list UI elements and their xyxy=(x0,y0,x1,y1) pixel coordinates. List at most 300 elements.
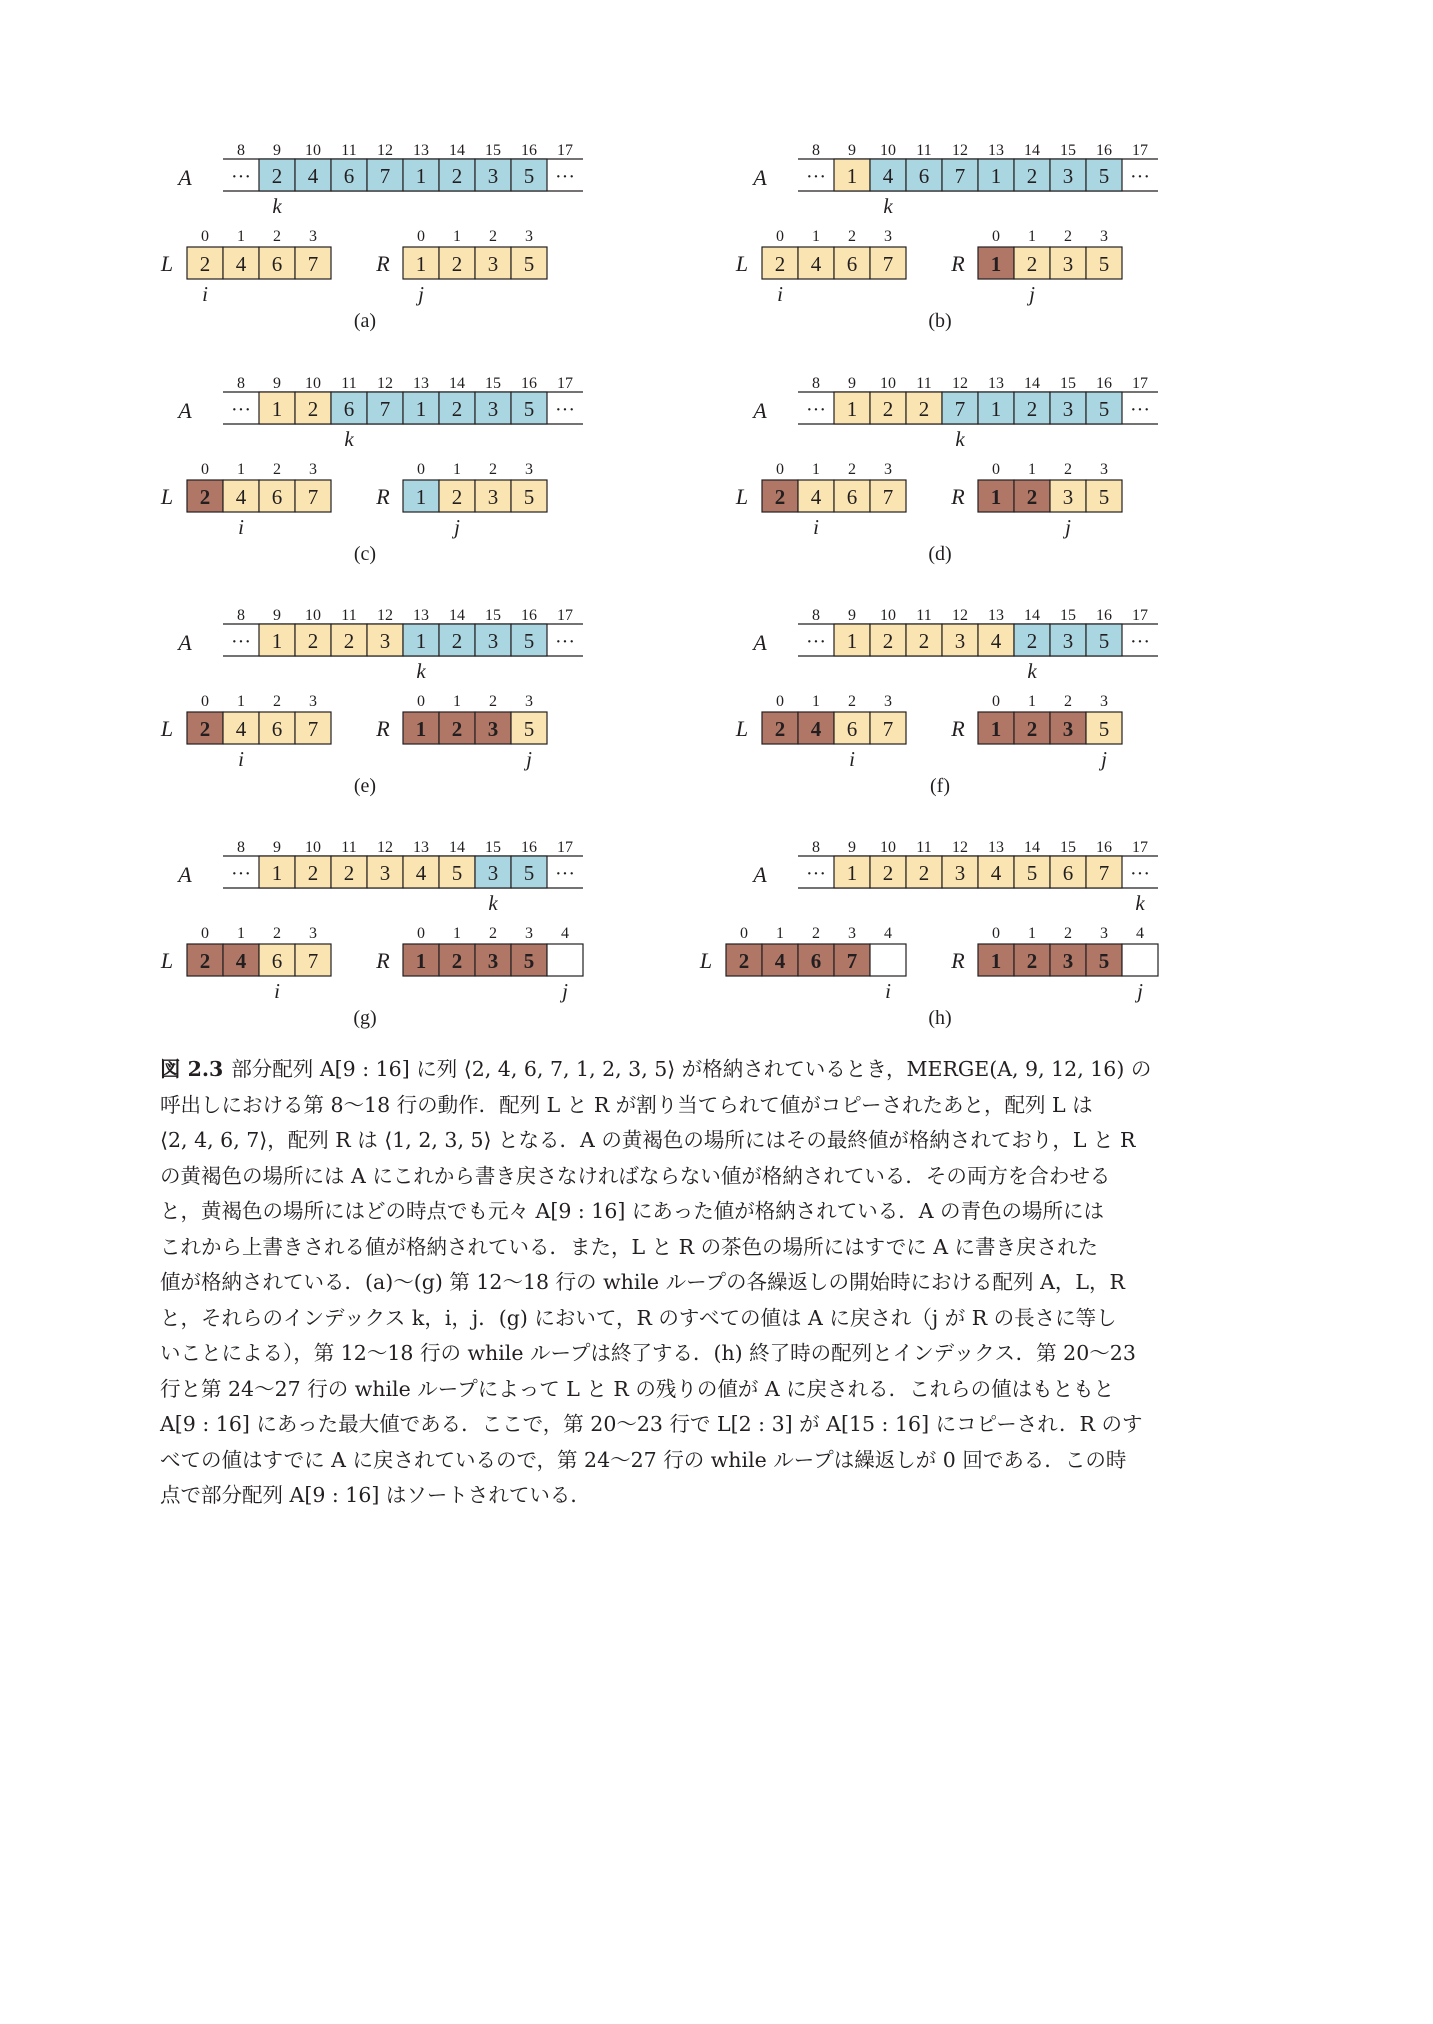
R-cell-value: 1 xyxy=(415,252,427,276)
R-cell-value: 3 xyxy=(1062,252,1074,276)
array-a-index: 11 xyxy=(341,375,357,392)
array-label-a: A xyxy=(753,165,767,190)
array-label-l: L xyxy=(160,251,174,276)
R-cell-value: 5 xyxy=(523,949,535,973)
A-cell-value: 2 xyxy=(1026,629,1038,653)
array-a-index: 8 xyxy=(812,607,820,624)
array-label-r: R xyxy=(376,484,390,509)
index-pointer-j: j xyxy=(562,979,568,1003)
array-l-index: 2 xyxy=(273,461,281,478)
R-cell-value: 1 xyxy=(990,485,1002,509)
panel-b xyxy=(735,142,1158,332)
array-a-index: 12 xyxy=(952,839,968,856)
array-a-index: 8 xyxy=(237,607,245,624)
array-a-index: 8 xyxy=(812,839,820,856)
array-label-l: L xyxy=(735,716,749,741)
array-l-index: 0 xyxy=(776,693,784,710)
A-cell-value: 5 xyxy=(1026,861,1038,885)
panel-a xyxy=(160,142,583,332)
caption-line: いことによる），第 12〜18 行の while ループは終了する．(h) 終了時の配列とインデックス．第 20〜23 xyxy=(160,1341,1136,1365)
A-cell-value: 2 xyxy=(882,861,894,885)
L-cell-value: 7 xyxy=(846,949,858,973)
A-cell-value: 1 xyxy=(415,629,427,653)
R-cell-value: 3 xyxy=(1062,485,1074,509)
A-cell-value: 5 xyxy=(1098,397,1110,421)
array-a-index: 14 xyxy=(1024,839,1040,856)
A-cell-value: 4 xyxy=(990,629,1002,653)
L-cell-value: 6 xyxy=(846,252,858,276)
index-pointer-j: j xyxy=(1029,282,1035,306)
A-cell-value: 4 xyxy=(307,164,319,188)
index-pointer-i: i xyxy=(202,282,208,306)
array-a-ellipsis-left: ··· xyxy=(806,863,826,885)
L-cell-value: 6 xyxy=(846,485,858,509)
array-l-index: 2 xyxy=(848,228,856,245)
A-cell-value: 2 xyxy=(307,861,319,885)
array-a-index: 16 xyxy=(521,607,537,624)
R-cell-value: 2 xyxy=(451,949,463,973)
array-a-index: 15 xyxy=(485,839,501,856)
array-a-index: 8 xyxy=(812,142,820,159)
R-cell-value: 2 xyxy=(1026,717,1038,741)
array-a-index: 14 xyxy=(1024,607,1040,624)
caption-line: と，それらのインデックス k，i，j．(g) において，R のすべての値は A に戻され（j が R の長さに等し xyxy=(160,1305,1117,1330)
array-a-index: 15 xyxy=(485,607,501,624)
array-label-a: A xyxy=(178,398,192,423)
array-a-index: 10 xyxy=(880,607,896,624)
array-label-l: L xyxy=(160,948,174,973)
array-a-index: 8 xyxy=(237,142,245,159)
array-a-index: 10 xyxy=(305,375,321,392)
array-l-index: 3 xyxy=(848,925,856,942)
array-label-a: A xyxy=(178,630,192,655)
array-a-index: 9 xyxy=(273,607,281,624)
array-a-index: 11 xyxy=(916,607,932,624)
figure-caption xyxy=(160,1052,1248,1514)
panel-f xyxy=(735,607,1158,797)
R-cell-value: 1 xyxy=(415,717,427,741)
caption-line: 呼出しにおける第 8〜18 行の動作．配列 L と R が割り当てられて値がコピーされたあと，配列 L は xyxy=(160,1092,1093,1117)
array-a-index: 12 xyxy=(377,839,393,856)
R-cell-value: 3 xyxy=(1062,949,1074,973)
array-r-index: 2 xyxy=(1064,461,1072,478)
panel-g xyxy=(160,839,583,1029)
array-a-index: 15 xyxy=(1060,607,1076,624)
array-r-index: 1 xyxy=(453,228,461,245)
array-r-index: 2 xyxy=(489,925,497,942)
array-label-l: L xyxy=(699,948,713,973)
array-a-index: 10 xyxy=(880,142,896,159)
array-label-r: R xyxy=(376,251,390,276)
R-cell-value: 1 xyxy=(415,949,427,973)
array-l-index: 1 xyxy=(237,228,245,245)
R-cell-value: 5 xyxy=(1098,949,1110,973)
A-cell-value: 3 xyxy=(379,629,391,653)
caption-line: ⟨2, 4, 6, 7⟩，配列 R は ⟨1, 2, 3, 5⟩ となる．A の黄褐色の場所にはその最終値が格納されており，L と R xyxy=(160,1128,1136,1152)
array-l-index: 1 xyxy=(237,693,245,710)
array-a-index: 14 xyxy=(1024,142,1040,159)
caption-line: 部分配列 A[9 : 16] に列 ⟨2, 4, 6, 7, 1, 2, 3, 5⟩ が格納されているとき，MERGE(A, 9, 12, 16) の xyxy=(231,1057,1152,1081)
array-label-a: A xyxy=(753,630,767,655)
L-cell-value: 4 xyxy=(235,717,247,741)
A-cell-value: 6 xyxy=(343,164,355,188)
array-a-index: 8 xyxy=(237,375,245,392)
R-cell-value: 2 xyxy=(451,485,463,509)
A-cell-value: 1 xyxy=(846,397,858,421)
panel-h xyxy=(699,839,1158,1029)
array-label-l: L xyxy=(735,251,749,276)
array-a-index: 17 xyxy=(1132,142,1148,159)
array-a-index: 12 xyxy=(377,607,393,624)
R-cell-value: 1 xyxy=(990,717,1002,741)
R-cell xyxy=(547,944,583,976)
array-a-index: 14 xyxy=(449,607,465,624)
caption-line: 値が格納されている．(a)〜(g) 第 12〜18 行の while ループの各繰返しの開始時における配列 A，L，R xyxy=(160,1270,1125,1294)
array-r-index: 1 xyxy=(1028,228,1036,245)
array-r-index: 1 xyxy=(453,693,461,710)
A-cell-value: 7 xyxy=(954,397,966,421)
A-cell-value: 6 xyxy=(343,397,355,421)
L-cell-value: 7 xyxy=(307,485,319,509)
array-label-a: A xyxy=(753,398,767,423)
array-a-index: 17 xyxy=(1132,375,1148,392)
array-a-index: 15 xyxy=(485,142,501,159)
L-cell-value: 2 xyxy=(774,485,786,509)
figure-number: 図 2.3 xyxy=(160,1057,224,1081)
index-pointer-j: j xyxy=(418,282,424,306)
array-a-index: 9 xyxy=(273,142,281,159)
caption-line: 点で部分配列 A[9 : 16] はソートされている． xyxy=(160,1483,591,1507)
array-a-index: 11 xyxy=(341,607,357,624)
array-a-index: 13 xyxy=(413,375,429,392)
A-cell-value: 2 xyxy=(918,629,930,653)
A-cell-value: 5 xyxy=(523,861,535,885)
array-a-index: 14 xyxy=(449,375,465,392)
A-cell-value: 3 xyxy=(1062,397,1074,421)
array-r-index: 3 xyxy=(1100,693,1108,710)
array-l-index: 4 xyxy=(884,925,892,942)
R-cell-value: 2 xyxy=(451,252,463,276)
A-cell-value: 7 xyxy=(379,164,391,188)
R-cell xyxy=(1122,944,1158,976)
L-cell xyxy=(870,944,906,976)
array-a-index: 16 xyxy=(1096,839,1112,856)
array-r-index: 3 xyxy=(1100,461,1108,478)
array-label-r: R xyxy=(951,948,965,973)
panel-label: (g) xyxy=(353,1007,377,1029)
array-a-index: 11 xyxy=(916,142,932,159)
array-r-index: 3 xyxy=(525,925,533,942)
A-cell-value: 2 xyxy=(451,397,463,421)
array-a-ellipsis-left: ··· xyxy=(231,631,251,653)
array-a-index: 14 xyxy=(449,839,465,856)
index-pointer-i: i xyxy=(238,515,244,539)
array-r-index: 1 xyxy=(1028,693,1036,710)
L-cell-value: 7 xyxy=(882,485,894,509)
R-cell-value: 5 xyxy=(1098,252,1110,276)
A-cell-value: 2 xyxy=(918,397,930,421)
L-cell-value: 6 xyxy=(271,949,283,973)
array-l-index: 3 xyxy=(309,228,317,245)
array-l-index: 2 xyxy=(273,228,281,245)
array-a-index: 17 xyxy=(557,839,573,856)
array-a-index: 13 xyxy=(413,607,429,624)
A-cell-value: 6 xyxy=(918,164,930,188)
array-a-ellipsis-right: ··· xyxy=(1130,166,1150,188)
A-cell-value: 2 xyxy=(343,861,355,885)
array-r-index: 2 xyxy=(489,693,497,710)
array-r-index: 0 xyxy=(417,461,425,478)
A-cell-value: 3 xyxy=(487,861,499,885)
L-cell-value: 4 xyxy=(235,949,247,973)
index-pointer-i: i xyxy=(274,979,280,1003)
array-a-index: 13 xyxy=(988,142,1004,159)
A-cell-value: 3 xyxy=(954,861,966,885)
array-label-r: R xyxy=(951,251,965,276)
array-a-index: 14 xyxy=(449,142,465,159)
array-a-index: 16 xyxy=(1096,375,1112,392)
array-label-l: L xyxy=(160,716,174,741)
L-cell-value: 2 xyxy=(199,252,211,276)
array-a-index: 13 xyxy=(413,142,429,159)
array-a-index: 9 xyxy=(848,839,856,856)
array-r-index: 0 xyxy=(417,228,425,245)
A-cell-value: 4 xyxy=(990,861,1002,885)
A-cell-value: 1 xyxy=(990,397,1002,421)
R-cell-value: 5 xyxy=(523,252,535,276)
array-label-r: R xyxy=(376,948,390,973)
A-cell-value: 3 xyxy=(487,164,499,188)
panel-e xyxy=(160,607,583,797)
array-a-index: 10 xyxy=(305,142,321,159)
L-cell-value: 7 xyxy=(882,717,894,741)
array-r-index: 2 xyxy=(1064,228,1072,245)
L-cell-value: 7 xyxy=(307,717,319,741)
A-cell-value: 1 xyxy=(846,861,858,885)
index-pointer-j: j xyxy=(1137,979,1143,1003)
array-r-index: 0 xyxy=(992,228,1000,245)
array-r-index: 1 xyxy=(453,925,461,942)
R-cell-value: 3 xyxy=(487,485,499,509)
A-cell-value: 1 xyxy=(990,164,1002,188)
R-cell-value: 2 xyxy=(1026,485,1038,509)
array-label-a: A xyxy=(753,862,767,887)
A-cell-value: 2 xyxy=(882,397,894,421)
R-cell-value: 2 xyxy=(1026,949,1038,973)
array-a-index: 9 xyxy=(848,607,856,624)
array-r-index: 0 xyxy=(992,693,1000,710)
panel-label: (c) xyxy=(353,543,377,565)
A-cell-value: 1 xyxy=(846,164,858,188)
caption-line: の黄褐色の場所には A にこれから書き戻さなければならない値が格納されている．その両方を合わせる xyxy=(160,1163,1111,1188)
array-l-index: 0 xyxy=(201,693,209,710)
L-cell-value: 4 xyxy=(810,485,822,509)
array-label-l: L xyxy=(735,484,749,509)
A-cell-value: 1 xyxy=(415,164,427,188)
array-a-index: 15 xyxy=(1060,142,1076,159)
array-l-index: 1 xyxy=(237,925,245,942)
R-cell-value: 5 xyxy=(1098,717,1110,741)
array-a-index: 8 xyxy=(812,375,820,392)
L-cell-value: 4 xyxy=(810,252,822,276)
index-pointer-i: i xyxy=(849,747,855,771)
array-r-index: 0 xyxy=(417,925,425,942)
index-pointer-k: k xyxy=(272,194,282,218)
array-a-ellipsis-right: ··· xyxy=(555,166,575,188)
A-cell-value: 3 xyxy=(954,629,966,653)
array-l-index: 0 xyxy=(201,925,209,942)
A-cell-value: 2 xyxy=(451,629,463,653)
R-cell-value: 1 xyxy=(415,485,427,509)
A-cell-value: 1 xyxy=(415,397,427,421)
array-a-index: 16 xyxy=(521,142,537,159)
R-cell-value: 3 xyxy=(487,252,499,276)
array-a-ellipsis-right: ··· xyxy=(555,863,575,885)
R-cell-value: 2 xyxy=(1026,252,1038,276)
array-r-index: 3 xyxy=(525,693,533,710)
A-cell-value: 5 xyxy=(451,861,463,885)
L-cell-value: 7 xyxy=(307,949,319,973)
panel-label: (b) xyxy=(928,310,952,332)
A-cell-value: 2 xyxy=(1026,164,1038,188)
array-l-index: 2 xyxy=(848,461,856,478)
A-cell-value: 2 xyxy=(882,629,894,653)
panel-label: (e) xyxy=(353,775,377,797)
array-a-index: 11 xyxy=(916,375,932,392)
array-l-index: 3 xyxy=(309,925,317,942)
L-cell-value: 2 xyxy=(199,717,211,741)
array-a-index: 17 xyxy=(1132,607,1148,624)
array-l-index: 2 xyxy=(273,693,281,710)
array-a-index: 12 xyxy=(377,142,393,159)
L-cell-value: 6 xyxy=(846,717,858,741)
array-r-index: 0 xyxy=(417,693,425,710)
array-r-index: 1 xyxy=(1028,925,1036,942)
R-cell-value: 3 xyxy=(487,949,499,973)
panel-label: (h) xyxy=(928,1007,952,1029)
A-cell-value: 6 xyxy=(1062,861,1074,885)
R-cell-value: 2 xyxy=(451,717,463,741)
array-a-index: 8 xyxy=(237,839,245,856)
A-cell-value: 5 xyxy=(1098,629,1110,653)
index-pointer-k: k xyxy=(1135,891,1145,915)
L-cell-value: 7 xyxy=(882,252,894,276)
A-cell-value: 7 xyxy=(954,164,966,188)
caption-line: 行と第 24〜27 行の while ループによって L と R の残りの値が A に戻される．これらの値はもともと xyxy=(160,1376,1115,1401)
array-label-r: R xyxy=(376,716,390,741)
array-a-index: 13 xyxy=(988,375,1004,392)
array-a-ellipsis-left: ··· xyxy=(231,399,251,421)
array-l-index: 3 xyxy=(309,461,317,478)
panel-c xyxy=(160,375,583,565)
R-cell-value: 5 xyxy=(523,485,535,509)
L-cell-value: 6 xyxy=(271,485,283,509)
array-a-index: 11 xyxy=(341,142,357,159)
array-a-index: 12 xyxy=(952,375,968,392)
panel-label: (a) xyxy=(353,310,377,332)
array-r-index: 2 xyxy=(489,228,497,245)
index-pointer-j: j xyxy=(454,515,460,539)
A-cell-value: 3 xyxy=(379,861,391,885)
L-cell-value: 2 xyxy=(738,949,750,973)
array-a-index: 17 xyxy=(557,607,573,624)
R-cell-value: 3 xyxy=(487,717,499,741)
A-cell-value: 5 xyxy=(523,629,535,653)
array-r-index: 0 xyxy=(992,461,1000,478)
array-a-index: 10 xyxy=(305,607,321,624)
index-pointer-k: k xyxy=(344,427,354,451)
index-pointer-i: i xyxy=(885,979,891,1003)
array-r-index: 4 xyxy=(1136,925,1144,942)
array-r-index: 3 xyxy=(1100,228,1108,245)
array-l-index: 1 xyxy=(812,228,820,245)
array-l-index: 0 xyxy=(201,461,209,478)
array-l-index: 2 xyxy=(848,693,856,710)
array-r-index: 0 xyxy=(992,925,1000,942)
caption-line: A[9 : 16] にあった最大値である．ここで，第 20〜23 行で L[2 : 3] が A[15 : 16] にコピーされ．R のす xyxy=(160,1412,1143,1436)
array-r-index: 4 xyxy=(561,925,569,942)
array-a-index: 12 xyxy=(377,375,393,392)
R-cell-value: 1 xyxy=(990,252,1002,276)
index-pointer-i: i xyxy=(813,515,819,539)
R-cell-value: 5 xyxy=(1098,485,1110,509)
array-a-index: 13 xyxy=(988,839,1004,856)
L-cell-value: 4 xyxy=(235,485,247,509)
index-pointer-i: i xyxy=(238,747,244,771)
array-a-index: 12 xyxy=(952,607,968,624)
A-cell-value: 4 xyxy=(882,164,894,188)
array-l-index: 1 xyxy=(812,461,820,478)
array-l-index: 0 xyxy=(776,228,784,245)
array-a-index: 9 xyxy=(273,375,281,392)
A-cell-value: 1 xyxy=(271,397,283,421)
array-a-index: 11 xyxy=(341,839,357,856)
array-a-index: 17 xyxy=(1132,839,1148,856)
array-l-index: 1 xyxy=(776,925,784,942)
array-r-index: 2 xyxy=(489,461,497,478)
array-l-index: 1 xyxy=(812,693,820,710)
A-cell-value: 5 xyxy=(523,164,535,188)
array-label-r: R xyxy=(951,484,965,509)
array-l-index: 2 xyxy=(812,925,820,942)
array-r-index: 1 xyxy=(1028,461,1036,478)
A-cell-value: 7 xyxy=(379,397,391,421)
R-cell-value: 1 xyxy=(990,949,1002,973)
array-a-index: 9 xyxy=(848,142,856,159)
L-cell-value: 2 xyxy=(199,485,211,509)
A-cell-value: 1 xyxy=(271,861,283,885)
array-a-index: 17 xyxy=(557,142,573,159)
index-pointer-k: k xyxy=(416,659,426,683)
panel-label: (d) xyxy=(928,543,952,565)
array-a-ellipsis-right: ··· xyxy=(555,631,575,653)
L-cell-value: 2 xyxy=(774,252,786,276)
array-a-index: 11 xyxy=(916,839,932,856)
L-cell-value: 6 xyxy=(271,252,283,276)
array-l-index: 3 xyxy=(884,693,892,710)
array-a-index: 9 xyxy=(273,839,281,856)
array-a-index: 16 xyxy=(1096,142,1112,159)
array-a-ellipsis-right: ··· xyxy=(1130,399,1150,421)
array-l-index: 1 xyxy=(237,461,245,478)
array-a-index: 14 xyxy=(1024,375,1040,392)
R-cell-value: 3 xyxy=(1062,717,1074,741)
L-cell-value: 4 xyxy=(774,949,786,973)
array-a-ellipsis-left: ··· xyxy=(806,399,826,421)
A-cell-value: 2 xyxy=(271,164,283,188)
array-r-index: 3 xyxy=(525,461,533,478)
A-cell-value: 4 xyxy=(415,861,427,885)
